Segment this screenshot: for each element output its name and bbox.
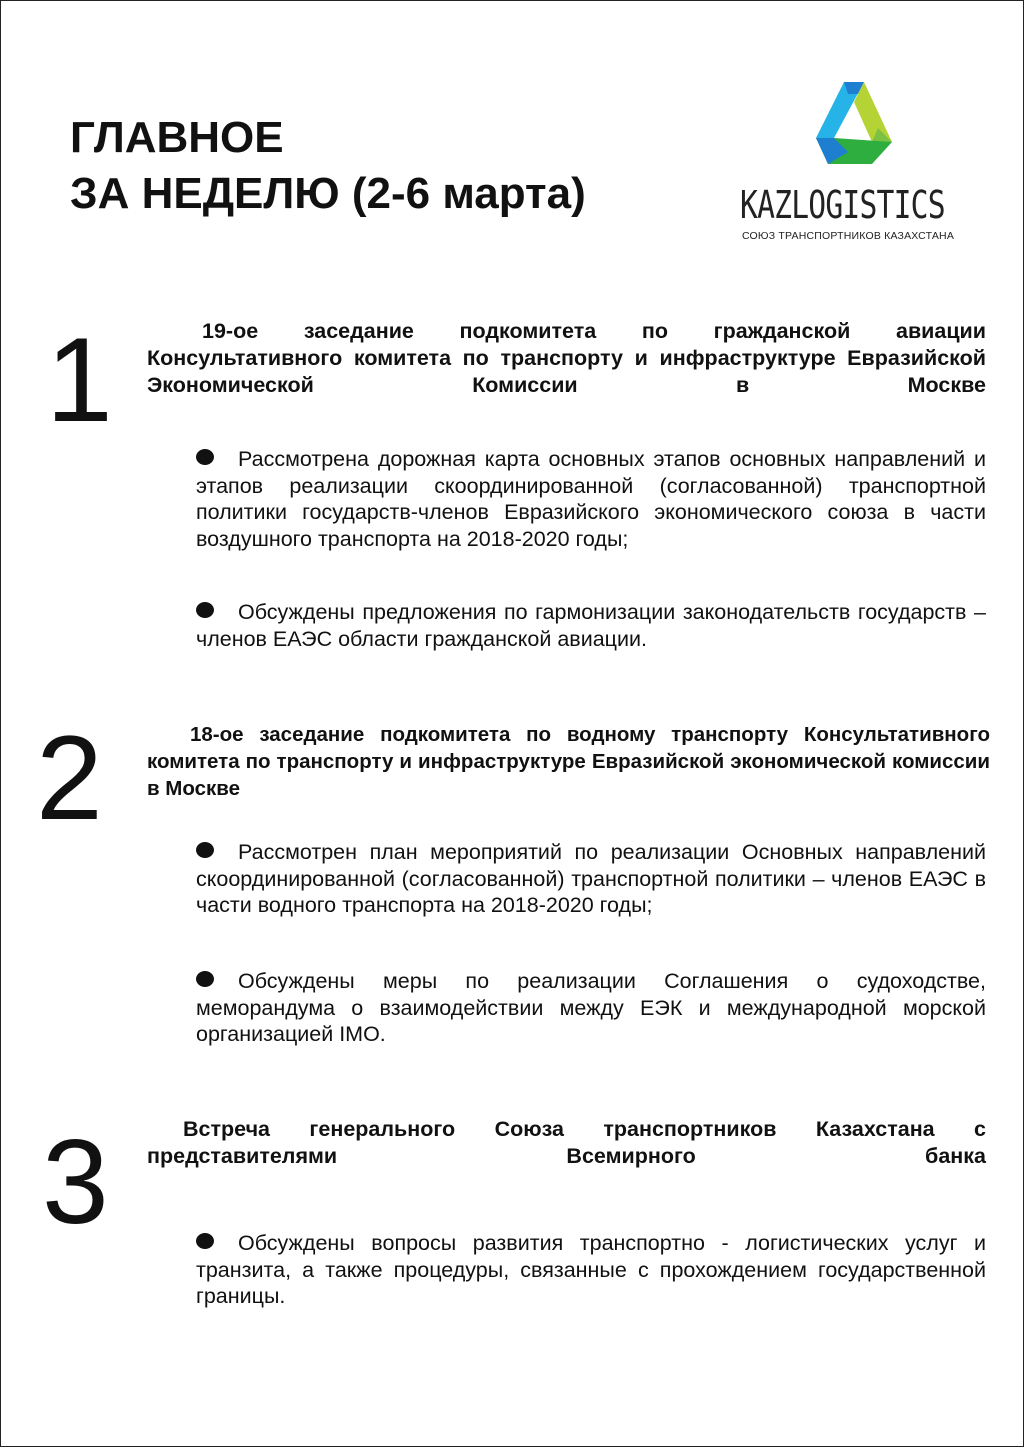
page-title-line2: ЗА НЕДЕЛЮ (2-6 марта) xyxy=(70,169,586,218)
bullet-dot-icon xyxy=(196,449,214,465)
item-number-1: 1 xyxy=(46,313,113,447)
item-2-bullet-2-text: Обсуждены меры по реализации Соглашения о судоходстве, меморандума о взаимодействии между ЕЭК и международной морской организацией IMO. xyxy=(196,969,986,1046)
item-1-bullet-2 xyxy=(196,599,986,652)
item-1-heading: 19-ое заседание подкомитета по гражданской авиации Консультативного комитета по транспорту и инфраструктуре Евразийской Экономической Комиссии в Москве xyxy=(147,319,986,397)
bullet-dot-icon xyxy=(196,842,214,858)
item-2-bullet-2 xyxy=(196,968,986,1048)
item-number-3: 3 xyxy=(42,1115,109,1249)
item-3-bullet-1-text: Обсуждены вопросы развития транспортно - логистических услуг и транзита, а также процедуры, связанные с прохождением государственной границы. xyxy=(196,1231,986,1308)
logo-tagline: СОЮЗ ТРАНСПОРТНИКОВ КАЗАХСТАНА xyxy=(742,230,955,242)
bullet-dot-icon xyxy=(196,1233,214,1249)
item-1-bullet-1-text: Рассмотрена дорожная карта основных этапов основных направлений и этапов реализации скоординированной (согласованной) транспортной политики государств-членов Евразийского экономического союза в части воздушного транспорта на 2018-2020 годы; xyxy=(196,447,986,551)
item-1-bullet-2-text: Обсуждены предложения по гармонизации законодательств государств – членов ЕАЭС области гражданской авиации. xyxy=(196,600,986,651)
kazlogistics-logo xyxy=(740,80,970,250)
item-2-heading: 18-ое заседание подкомитета по водному транспорту Консультативного комитета по транспорту и инфраструктуре Евразийской экономической комиссии в Москве xyxy=(147,723,990,800)
item-2-bullet-1-text: Рассмотрен план мероприятий по реализации Основных направлений скоординированной (согласованной) транспортной политики – членов ЕАЭС в части водного транспорта на 2018-2020 годы; xyxy=(196,840,986,917)
logo-name: KAZLOGISTICS xyxy=(740,183,945,227)
page-title-line1: ГЛАВНОЕ xyxy=(70,113,284,162)
logo-triangle-icon xyxy=(808,80,894,166)
item-2-bullet-1 xyxy=(196,839,986,919)
item-1-bullet-1 xyxy=(196,446,986,552)
bullet-dot-icon xyxy=(196,971,214,987)
item-number-2: 2 xyxy=(36,711,103,845)
item-3-bullet-1 xyxy=(196,1230,986,1310)
page-title xyxy=(70,110,586,222)
bullet-dot-icon xyxy=(196,602,214,618)
item-3-heading: Встреча генерального Союза транспортников Казахстана с представителями Всемирного банка xyxy=(147,1117,986,1168)
